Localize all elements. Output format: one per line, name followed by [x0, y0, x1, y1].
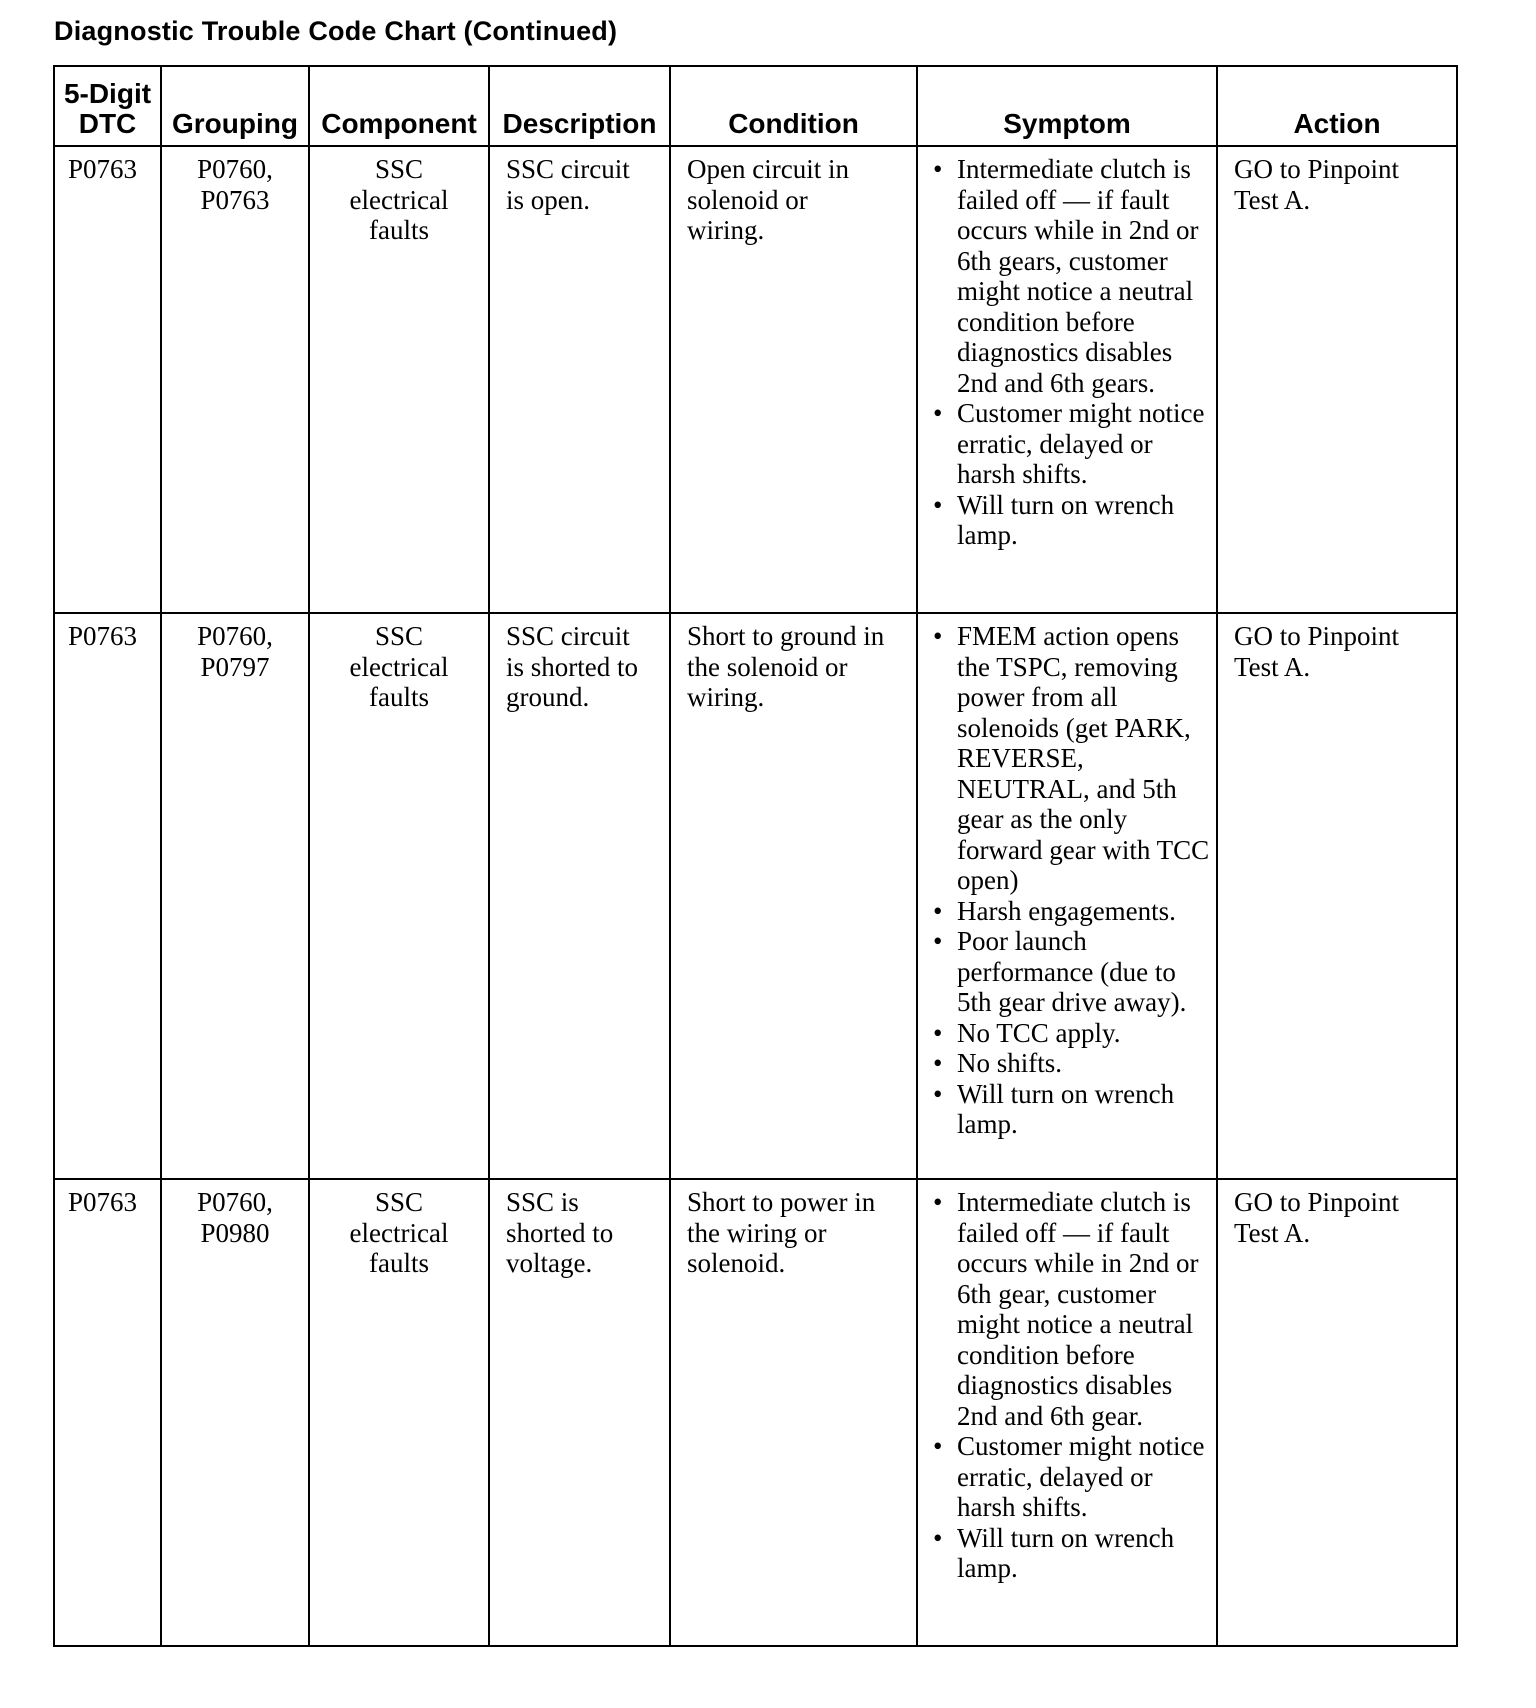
- action-cell: [1217, 1179, 1457, 1646]
- grouping-cell: [161, 146, 309, 613]
- symptom-cell: [917, 146, 1217, 613]
- symptom-item: • Intermediate clutch is failed off — if fault occurs while in 2nd or 6th gears, customer might notice a neutral condition before diagnostics disables 2nd and 6th gears.: [931, 154, 1212, 398]
- condition-cell: [670, 613, 917, 1179]
- dtc-cell: P0763: [54, 613, 161, 1179]
- header-dtc-line2: DTC: [78, 108, 137, 139]
- column-header-symptom: Symptom: [917, 66, 1217, 146]
- condition-cell: [670, 146, 917, 613]
- condition-line: Short to ground in: [687, 621, 885, 651]
- component-line: electrical: [349, 184, 449, 215]
- condition-line: the wiring or: [687, 1217, 827, 1248]
- symptom-item: • FMEM action opens the TSPC, removing power from all solenoids (get PARK, REVERSE, NEUTRAL, and 5th gear as the only forward gear with TCC open): [931, 621, 1212, 896]
- column-header-description: Description: [489, 66, 670, 146]
- action-line: Test A.: [1234, 1217, 1311, 1248]
- description-line: SSC is: [506, 1187, 579, 1217]
- table-row: [54, 146, 1457, 613]
- condition-line: wiring.: [687, 682, 765, 712]
- component-line: SSC: [374, 621, 424, 651]
- symptom-item: • Will turn on wrench lamp.: [931, 490, 1212, 551]
- column-header-condition: Condition: [670, 66, 917, 146]
- condition-line: solenoid or: [687, 184, 808, 215]
- symptom-item: • Harsh engagements.: [931, 896, 1212, 927]
- description-cell: [489, 146, 670, 613]
- action-line: GO to Pinpoint: [1234, 1187, 1400, 1217]
- condition-line: Short to power in: [687, 1187, 876, 1217]
- symptom-item: • Customer might notice erratic, delayed or harsh shifts.: [931, 1431, 1212, 1523]
- header-row: [54, 66, 1457, 146]
- action-line: GO to Pinpoint: [1234, 621, 1400, 651]
- table-row: [54, 613, 1457, 1179]
- component-cell: [309, 1179, 489, 1646]
- symptom-list: [931, 1187, 1212, 1584]
- description-line: is open.: [506, 184, 590, 215]
- column-header-dtc: [54, 66, 161, 146]
- grouping-cell: [161, 1179, 309, 1646]
- grouping-line: P0797: [200, 651, 270, 682]
- column-header-action: Action: [1217, 66, 1457, 146]
- symptom-item: • Customer might notice erratic, delayed or harsh shifts.: [931, 398, 1212, 490]
- grouping-cell: [161, 613, 309, 1179]
- symptom-list: [931, 621, 1212, 1140]
- action-line: Test A.: [1234, 184, 1311, 215]
- table-row: [54, 1179, 1457, 1646]
- condition-cell: [670, 1179, 917, 1646]
- description-line: SSC circuit: [506, 621, 630, 651]
- action-cell: [1217, 613, 1457, 1179]
- description-line: voltage.: [506, 1248, 593, 1278]
- grouping-line: P0980: [200, 1217, 270, 1248]
- symptom-item: • Will turn on wrench lamp.: [931, 1523, 1212, 1584]
- grouping-line: P0760,: [197, 1187, 273, 1217]
- description-line: is shorted to: [506, 651, 638, 682]
- symptom-item: • No shifts.: [931, 1048, 1212, 1079]
- symptom-item: • Will turn on wrench lamp.: [931, 1079, 1212, 1140]
- header-dtc-line1: 5-Digit: [63, 78, 152, 109]
- component-line: faults: [369, 682, 429, 712]
- component-line: faults: [369, 1248, 429, 1278]
- dtc-cell: P0763: [54, 146, 161, 613]
- grouping-line: P0763: [200, 184, 270, 215]
- dtc-chart-table: [53, 65, 1458, 1647]
- action-cell: [1217, 146, 1457, 613]
- symptom-item: • Poor launch performance (due to 5th gear drive away).: [931, 926, 1212, 1018]
- condition-line: wiring.: [687, 215, 765, 245]
- condition-line: Open circuit in: [687, 154, 849, 184]
- component-line: electrical: [349, 1217, 449, 1248]
- symptom-cell: [917, 613, 1217, 1179]
- dtc-cell: P0763: [54, 1179, 161, 1646]
- component-cell: [309, 613, 489, 1179]
- component-line: SSC: [374, 154, 424, 184]
- condition-line: solenoid.: [687, 1248, 786, 1278]
- column-header-component: Component: [309, 66, 489, 146]
- component-line: faults: [369, 215, 429, 245]
- description-line: ground.: [506, 682, 590, 712]
- description-cell: [489, 1179, 670, 1646]
- description-cell: [489, 613, 670, 1179]
- symptom-item: • No TCC apply.: [931, 1018, 1212, 1049]
- grouping-line: P0760,: [197, 154, 273, 184]
- component-line: SSC: [374, 1187, 424, 1217]
- action-line: GO to Pinpoint: [1234, 154, 1400, 184]
- symptom-item: • Intermediate clutch is failed off — if fault occurs while in 2nd or 6th gear, customer might notice a neutral condition before diagnostics disables 2nd and 6th gear.: [931, 1187, 1212, 1431]
- component-cell: [309, 146, 489, 613]
- description-line: shorted to: [506, 1217, 614, 1248]
- action-line: Test A.: [1234, 651, 1311, 682]
- condition-line: the solenoid or: [687, 651, 848, 682]
- description-line: SSC circuit: [506, 154, 630, 184]
- column-header-grouping: Grouping: [161, 66, 309, 146]
- symptom-cell: [917, 1179, 1217, 1646]
- page-title: Diagnostic Trouble Code Chart (Continued): [54, 16, 618, 46]
- symptom-list: [931, 154, 1212, 551]
- component-line: electrical: [349, 651, 449, 682]
- grouping-line: P0760,: [197, 621, 273, 651]
